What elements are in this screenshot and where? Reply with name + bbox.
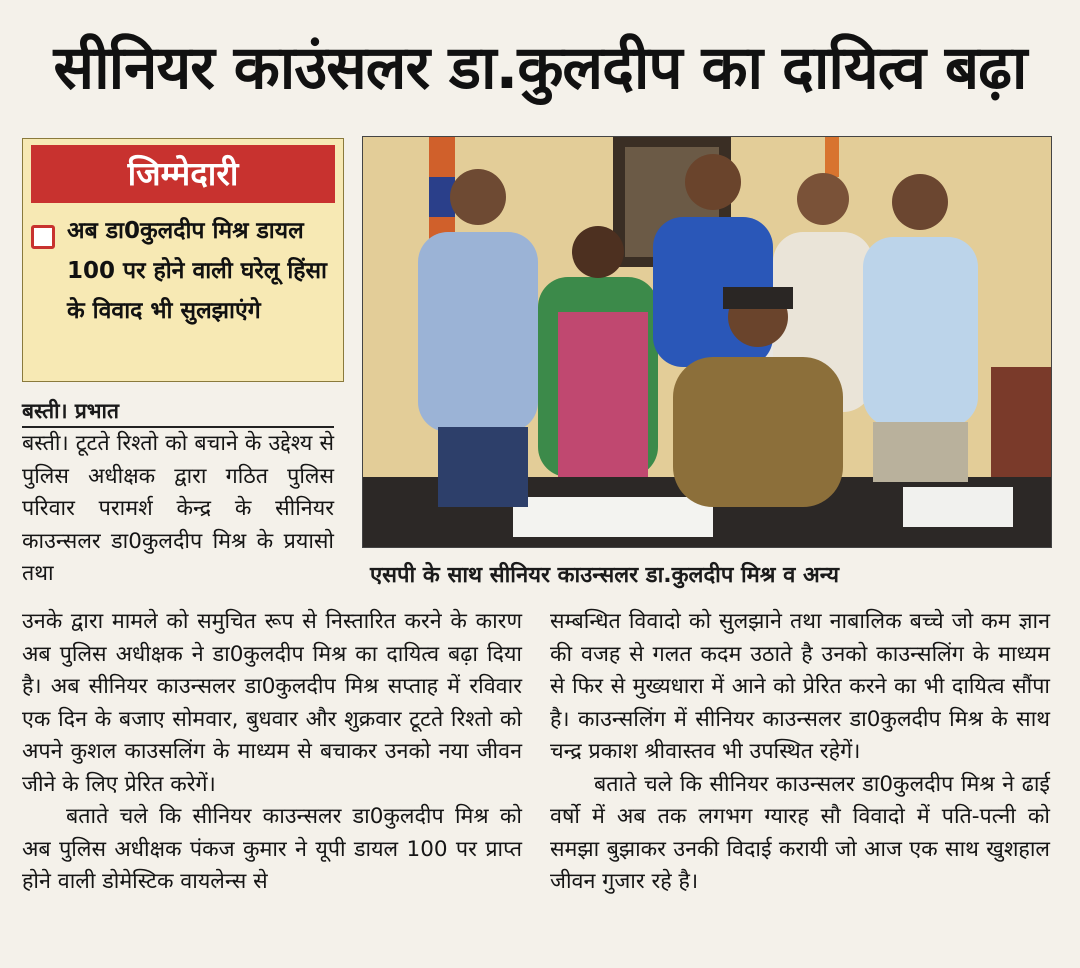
highlight-box (22, 138, 344, 382)
column-2-paragraph-1: सम्बन्धित विवादो को सुलझाने तथा नाबालिक बच्चे जो कम ज्ञान की वजह से गलत कदम उठाते है उनको काउन्सलिंग के माध्यम से फिर से मुख्यधारा में आने को प्रेरित करने का भी दायित्व सौंपा है। काउन्सलिंग में सीनियर काउन्सलर डा0कुलदीप मिश्र के साथ चन्द्र प्रकाश श्रीवास्तव भी उपस्थित रहेगें। (550, 609, 1050, 764)
article-column-2 (550, 606, 1050, 899)
article-column-1 (22, 606, 522, 899)
photo-illustration (363, 137, 1051, 547)
highlight-text: अब डा0कुलदीप मिश्र डायल 100 पर होने वाली घरेलू हिंसा के विवाद भी सुलझाएंगे (67, 218, 328, 324)
headline: सीनियर काउंसलर डा.कुलदीप का दायित्व बढ़ा (53, 33, 1027, 103)
highlight-title: जिम्मेदारी (31, 145, 335, 203)
photo-caption: एसपी के साथ सीनियर काउन्सलर डा.कुलदीप मिश्र व अन्य (370, 563, 840, 588)
checkbox-bullet-icon (31, 225, 55, 249)
column-2-paragraph-2: बताते चले कि सीनियर काउन्सलर डा0कुलदीप मिश्र ने ढाई वर्षो में अब तक लगभग ग्यारह सौ विवादो में पति-पत्नी को समझा बुझाकर उनकी विदाई करायी जो आज एक साथ खुशहाल जीवन गुजार रहे है। (550, 771, 1050, 894)
news-photo (362, 136, 1052, 548)
byline: बस्ती। प्रभात (22, 396, 334, 428)
article-lead: बस्ती। टूटते रिश्तो को बचाने के उद्देश्य से पुलिस अधीक्षक द्वारा गठित पुलिस परिवार परामर्श केन्द्र के सीनियर काउन्सलर डा0कुलदीप मिश्र के प्रयासो तथा (22, 431, 334, 586)
column-1-paragraph-2: बताते चले कि सीनियर काउन्सलर डा0कुलदीप मिश्र को अब पुलिस अधीक्षक पंकज कुमार ने यूपी डायल 100 पर प्राप्त होने वाली डोमेस्टिक वायलेन्स से (22, 804, 522, 894)
column-1-paragraph-1: उनके द्वारा मामले को समुचित रूप से निस्तारित करने के कारण अब पुलिस अधीक्षक ने डा0कुलदीप मिश्र का दायित्व बढ़ा दिया है। अब सीनियर काउन्सलर डा0कुलदीप मिश्र सप्ताह में रविवार एक दिन के बजाए सोमवार, बुधवार और शुक्रवार टूटते रिश्तो को अपने कुशल काउसलिंग के माध्यम से बचाकर उनको नया जीवन जीने के लिए प्रेरित करेगें। (22, 609, 522, 797)
